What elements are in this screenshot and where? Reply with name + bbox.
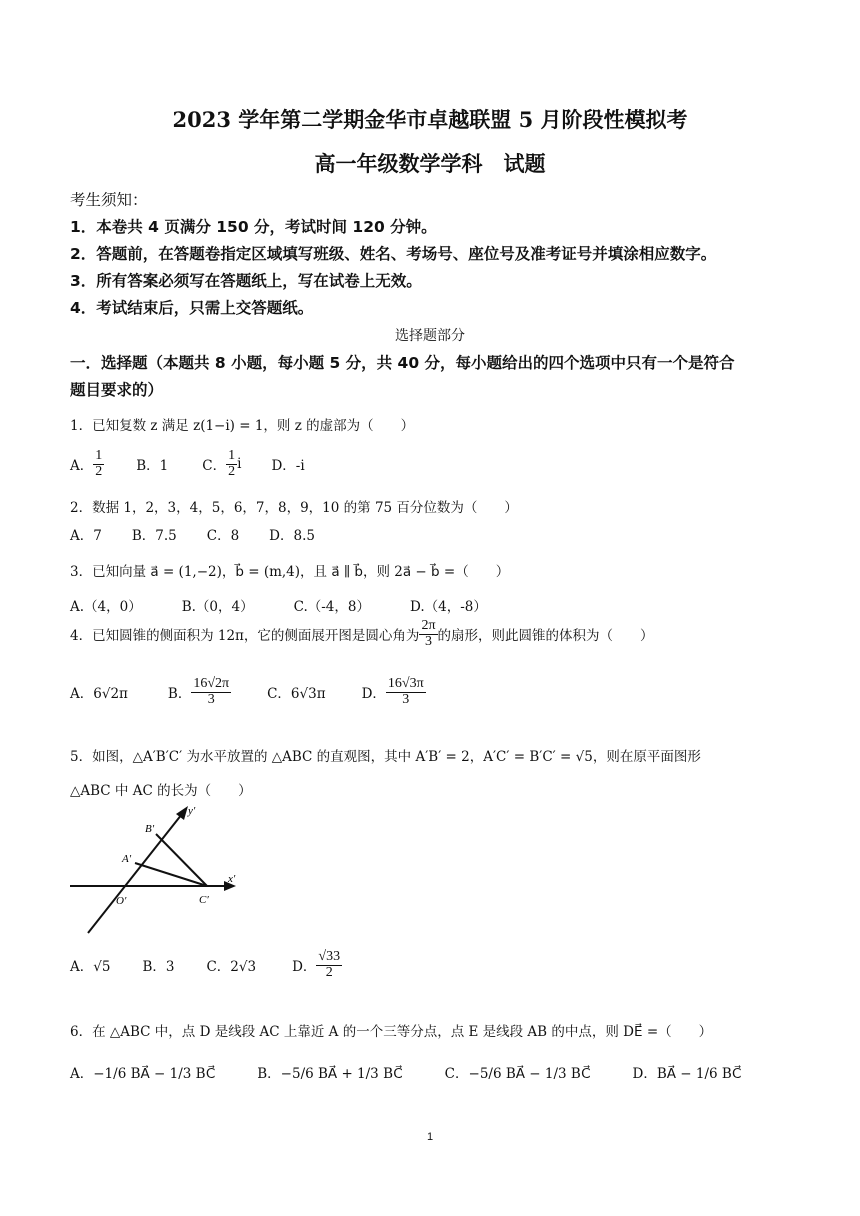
question-4-options (70, 677, 426, 707)
option-c: C.（-4，8） (293, 599, 370, 615)
option-b: B．−5/6 BA⃗ + 1/3 BC⃗ (257, 1066, 403, 1082)
option-a: A．7 (70, 528, 102, 544)
question-6-stem: 6．在 △ABC 中，点 D 是线段 AC 上靠近 A 的一个三等分点，点 E 是线段 AB 的中点，则 DE⃗ =（ ） (70, 1024, 713, 1040)
question-1-options (70, 449, 305, 479)
option-d-fraction: $\frac{√33}{2}$ (318, 949, 341, 980)
option-d: D.（4，-8） (410, 599, 487, 615)
question-5-figure (66, 800, 256, 940)
point-c-label: C′ (199, 894, 209, 906)
section-heading: 一．选择题（本题共 8 小题，每小题 5 分，共 40 分，每小题给出的四个选项中只有一个是符合 (70, 354, 735, 372)
option-b-fraction: $\frac{16√2\pi}{3}$ (193, 676, 230, 707)
y-axis-label: y′ (188, 805, 196, 817)
option-b: B．7.5 (131, 528, 177, 544)
exam-subtitle: 高一年级数学学科 试题 (314, 151, 546, 176)
option-c: C．−5/6 BA⃗ − 1/3 BC⃗ (444, 1066, 591, 1082)
point-a-label: A′ (122, 853, 132, 865)
option-d: D．BA⃗ − 1/6 BC⃗ (632, 1066, 742, 1082)
option-b: B．3 (142, 959, 175, 976)
notice-item: 1．本卷共 4 页满分 150 分，考试时间 120 分钟。 (70, 218, 437, 236)
option-b: B.（0，4） (181, 599, 254, 615)
option-c-label: C． (202, 458, 227, 475)
option-d-fraction: $\frac{16√3\pi}{3}$ (387, 676, 424, 707)
question-4-stem (70, 619, 654, 649)
question-3-options (70, 595, 487, 615)
x-axis-label: x′ (228, 873, 236, 885)
option-c-fraction: $\frac{1}{2}$ (228, 448, 236, 479)
option-d-label: D． (361, 686, 386, 703)
option-b-label: B． (167, 686, 192, 703)
option-d: D．8.5 (269, 528, 315, 544)
question-5-stem-cont: △ABC 中 AC 的长为（ ） (70, 783, 252, 799)
option-a-label: A． (70, 458, 94, 475)
question-6-options (70, 1062, 742, 1082)
question-5-stem: 5．如图，△A′B′C′ 为水平放置的 △ABC 的直观图，其中 A′B′ = 2，A′C′ = B′C′ = √5，则在原平面图形 (70, 749, 701, 765)
section-name: 选择题部分 (395, 328, 465, 344)
option-b: B．1 (136, 458, 169, 475)
question-4-stem-text: 4．已知圆锥的侧面积为 12π，它的侧面展开图是圆心角为 (70, 628, 420, 645)
option-c: C．2√3 (206, 959, 257, 976)
question-1-stem: 1．已知复数 z 满足 z(1−i) = 1，则 z 的虚部为（ ） (70, 418, 415, 434)
question-5-options (70, 950, 342, 980)
option-a-fraction: $\frac{1}{2}$ (95, 448, 103, 479)
notice-item: 4．考试结束后，只需上交答题纸。 (70, 299, 314, 317)
option-c: C．8 (206, 528, 240, 544)
notice-item: 3．所有答案必须写在答题纸上，写在试卷上无效。 (70, 272, 422, 290)
point-b-label: B′ (145, 823, 155, 835)
option-c: C．6√3π (267, 686, 326, 703)
question-3-stem: 3．已知向量 a⃗ = (1,−2)，b⃗ = (m,4)，且 a⃗ ∥ b⃗，则 2a⃗ − b⃗ =（ ） (70, 564, 510, 580)
exam-title: 2023 学年第二学期金华市卓越联盟 5 月阶段性模拟考 (172, 107, 688, 132)
option-c-suffix: i (237, 456, 242, 473)
question-4-stem-text-end: 的扇形，则此圆锥的体积为（ ） (437, 628, 654, 645)
option-a: A.（4，0） (70, 599, 142, 615)
section-heading-cont: 题目要求的） (70, 381, 164, 399)
point-o-label: O′ (116, 895, 127, 907)
page-number: 1 (426, 1131, 434, 1143)
question-2-options (70, 524, 315, 544)
notice-heading: 考生须知： (70, 191, 148, 209)
question-2-stem: 2．数据 1，2，3，4，5，6，7，8，9，10 的第 75 百分位数为（ ） (70, 500, 518, 516)
option-d-label: D． (292, 959, 317, 976)
notice-item: 2．答题前，在答题卷指定区域填写班级、姓名、考场号、座位号及准考证号并填涂相应数字。 (70, 245, 717, 263)
option-a: A．√5 (70, 959, 111, 976)
question-4-angle-fraction: $\frac{2\pi}{3}$ (421, 618, 436, 649)
option-a: A．6√2π (70, 686, 128, 703)
option-d: D．-i (271, 458, 305, 475)
option-a: A．−1/6 BA⃗ − 1/3 BC⃗ (70, 1066, 216, 1082)
